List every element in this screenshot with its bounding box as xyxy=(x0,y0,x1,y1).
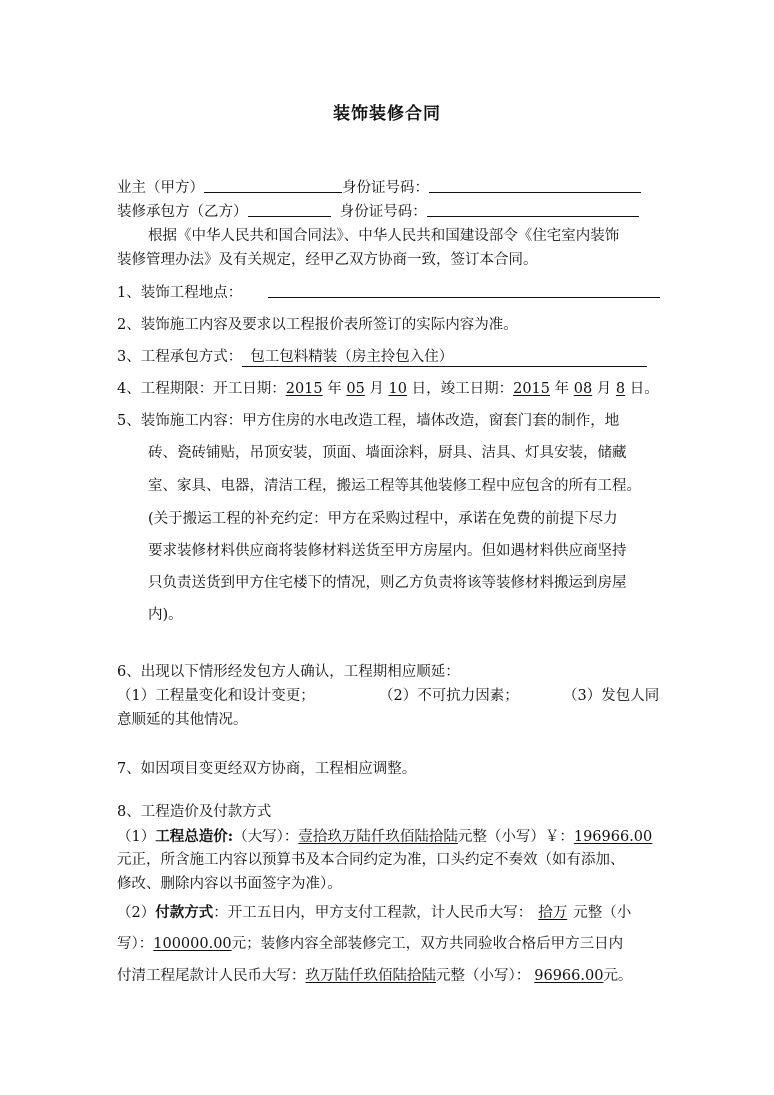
clause-8-p2-line-3 xyxy=(117,966,632,988)
month-unit: 月 xyxy=(592,381,616,397)
lower-label: 元整（小写）￥： xyxy=(457,829,574,845)
clause-6-item-3: （3）发包人同 xyxy=(563,688,660,704)
start-month: 05 xyxy=(346,381,365,397)
clause-7: 7、如因项目变更经双方协商，工程相应调整。 xyxy=(117,761,417,777)
clause-8-p2-line-1 xyxy=(117,902,631,925)
intro-line-2: 装修管理办法》及有关规定，经甲乙双方协商一致，签订本合同。 xyxy=(117,252,538,268)
p1-prefix: （1） xyxy=(117,829,156,845)
page-title: 装饰装修合同 xyxy=(333,104,441,124)
clause-6-heading: 6、出现以下情形经发包方人确认，工程期相应顺延： xyxy=(117,664,460,680)
payment-text-b: 元整（小 xyxy=(573,905,632,921)
party-b-name-field[interactable] xyxy=(248,202,331,217)
clause-5-line-4: (关于搬运工程的补充约定：甲方在采购过程中，承诺在免费的前提下尽力 xyxy=(148,511,618,527)
p2-prefix: （2） xyxy=(117,905,156,921)
upper-label: （大写）： xyxy=(233,829,299,845)
clause-4-label: 4、工程期限：开工日期： xyxy=(117,381,286,397)
payment-text-d: 元；装修内容全部装修完工，双方共同验收合格后甲方三日内 xyxy=(231,936,624,952)
payment-text-e: 付清工程尾款计人民币大写： xyxy=(117,968,306,984)
payment-text-c: 写）： xyxy=(117,936,154,952)
clause-8-p1-line-2: 元正，所含施工内容以预算书及本合同约定为准，口头约定不奏效（如有添加、 xyxy=(117,852,625,868)
start-year: 2015 xyxy=(285,381,323,397)
total-price-label: 工程总造价: xyxy=(155,828,234,845)
party-a-name-field[interactable] xyxy=(204,178,342,193)
party-b-id-label: 身份证号码： xyxy=(339,204,427,220)
end-month: 08 xyxy=(573,381,593,397)
month-unit: 月 xyxy=(364,381,389,397)
end-year: 2015 xyxy=(513,381,550,397)
clause-4 xyxy=(117,379,659,401)
clause-5-line-5: 要求装修材料供应商将装修材料送货至甲方房屋内。但如遇材料供应商坚持 xyxy=(148,543,627,559)
contract-method-value: 包工包料精装（房主拎包入住） xyxy=(250,349,454,365)
clause-6-item-1: （1）工程量变化和设计变更； xyxy=(117,688,315,704)
clause-5-line-1: 5、装饰施工内容：甲方住房的水电改造工程，墙体改造，窗套门套的制作，地 xyxy=(117,413,620,429)
clause-5-line-2: 砖、瓷砖铺贴，吊顶安装，顶面、墙面涂料，厨具、洁具、灯具安装，储藏 xyxy=(148,445,627,461)
day-unit: 日。 xyxy=(625,381,659,397)
clause-6-item-2: （2）不可抗力因素； xyxy=(379,688,519,704)
project-location-field[interactable] xyxy=(268,283,660,298)
payment-method-label: 付款方式 xyxy=(155,904,214,921)
total-price-lower: 196966.00 xyxy=(573,829,653,845)
year-unit: 年 xyxy=(322,381,347,397)
party-b-id-field[interactable] xyxy=(427,202,639,217)
payment-text-g: 元。 xyxy=(603,968,633,984)
down-payment-lower: 100000.00 xyxy=(153,936,232,952)
year-unit: 年 xyxy=(550,381,574,397)
party-a-label: 业主（甲方） xyxy=(117,180,204,196)
contract-method-field[interactable] xyxy=(242,349,647,367)
party-a-id-field[interactable] xyxy=(429,178,641,193)
payment-text-f: 元整（小写）： xyxy=(436,968,531,984)
clause-5-line-3: 室、家具、电器，清洁工程，搬运工程等其他装修工程中应包含的所有工程。 xyxy=(148,478,641,494)
party-a-row xyxy=(117,178,641,200)
clause-3-label: 3、工程承包方式： xyxy=(117,349,243,365)
clause-8-heading: 8、工程造价及付款方式 xyxy=(117,804,272,820)
party-b-row xyxy=(117,202,639,224)
payment-text-a: ：开工五日内，甲方支付工程款，计人民币大写： xyxy=(213,905,533,921)
party-b-label: 装修承包方（乙方） xyxy=(117,204,248,220)
clause-3 xyxy=(117,347,647,369)
party-a-id-label: 身份证号码： xyxy=(342,180,429,196)
clause-5-line-7: 内)。 xyxy=(148,607,183,623)
clause-6-tail: 意顺延的其他情况。 xyxy=(117,712,248,728)
intro-line-1: 根据《中华人民共和国合同法》、中华人民共和国建设部令《住宅室内装饰 xyxy=(148,228,620,244)
total-price-upper: 壹拾玖万陆仟玖佰陆拾陆 xyxy=(298,829,458,845)
final-payment-upper: 玖万陆仟玖佰陆拾陆 xyxy=(305,968,436,984)
down-payment-upper: 拾万 xyxy=(538,905,568,921)
clause-8-p1-line-3: 修改、删除内容以书面签字为准）。 xyxy=(117,876,342,892)
clause-2: 2、装饰施工内容及要求以工程报价表所签订的实际内容为准。 xyxy=(117,317,518,333)
end-date-label: 日，竣工日期： xyxy=(406,381,514,397)
final-payment-lower: 96966.00 xyxy=(534,968,604,984)
clause-1 xyxy=(117,283,660,305)
clause-5-line-6: 只负责送货到甲方住宅楼下的情况，则乙方负责将该等装修材料搬运到房屋 xyxy=(148,575,627,591)
clause-1-label: 1、装饰工程地点： xyxy=(117,285,243,301)
clause-8-p1-line-1 xyxy=(117,826,652,849)
clause-8-p2-line-2 xyxy=(117,934,623,956)
start-day: 10 xyxy=(388,381,407,397)
end-day: 8 xyxy=(615,381,626,397)
